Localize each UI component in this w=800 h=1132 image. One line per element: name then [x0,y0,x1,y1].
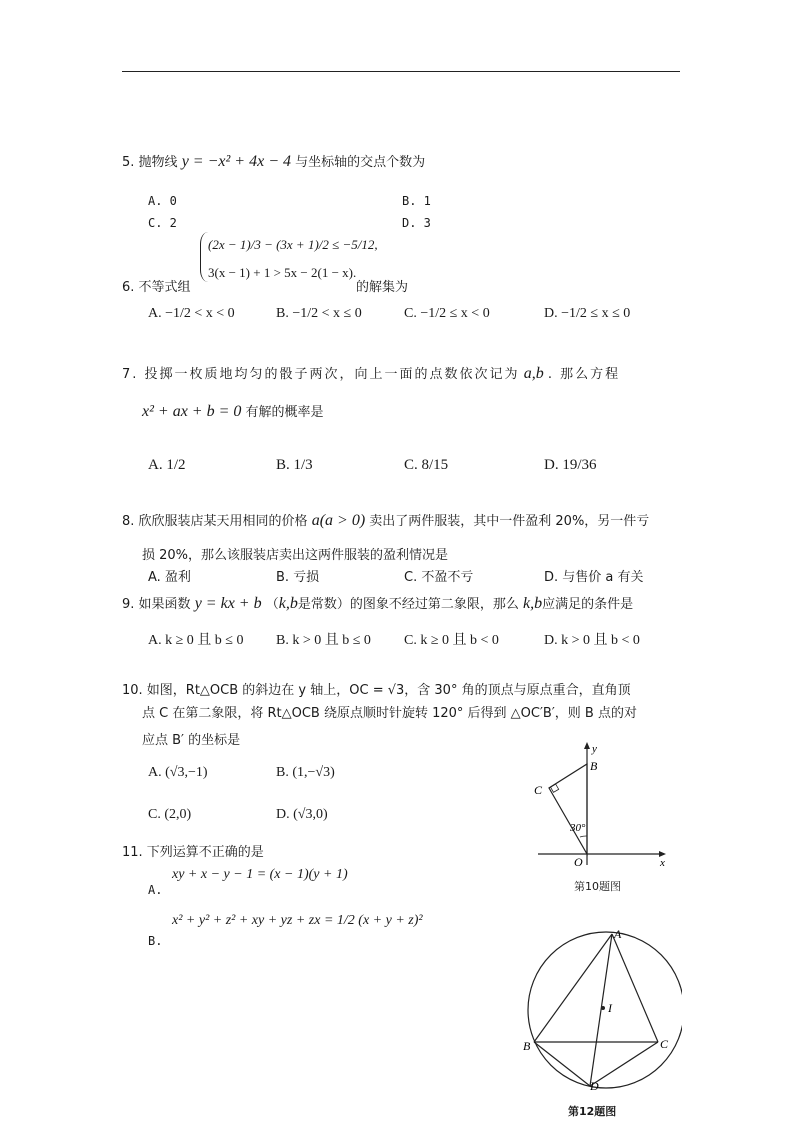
q10-figure-caption: 第10题图 [574,880,621,893]
label-b: B [590,759,598,773]
label-x: x [660,857,665,869]
q7-option-c: C. 8/15 [404,457,449,473]
label-a: A [614,927,622,941]
q7-line1-post: . 那么方程 [547,367,621,382]
q7-line2 [142,404,324,420]
q9-post: 应满足的条件是 [542,597,634,612]
q11-a-label: A. [148,883,163,897]
q9-option-b: B. k > 0 且 b ≤ 0 [276,633,371,648]
q12-figure [522,926,682,1092]
label-b2: B [523,1039,531,1053]
incenter-dot [601,1006,605,1010]
q5-post: 与坐标轴的交点个数为 [295,155,426,170]
q10-option-c: C. (2,0) [148,807,192,822]
label-d: D [590,1079,599,1092]
angle-arc [580,836,587,837]
circumcircle [528,932,682,1088]
q5-option-a: A. 0 [148,194,177,208]
q6-line2: 3(x − 1) + 1 > 5x − 2(1 − x). [208,265,357,280]
q9-vars: k,b [278,595,298,612]
q6-option-a: A. −1/2 < x < 0 [148,306,235,321]
q9-expr: y = kx + b [194,595,262,612]
q12-figure-caption: 第12题图 [568,1105,617,1118]
q10-line1: 10. 如图，Rt△OCB 的斜边在 y 轴上，OC = √3，含 30° 角的顶点与原点重合，直角顶 [122,683,631,698]
q5-pre: 抛物线 [138,155,178,170]
q9-option-d: D. k > 0 且 b < 0 [544,633,640,648]
q11-b-label: B. [148,934,163,948]
q9-mid2: 是常数）的图象不经过第二象限，那么 [297,597,519,612]
q6-option-b: B. −1/2 < x ≤ 0 [276,306,362,321]
q8-option-b: B. 亏损 [276,570,320,585]
q9-pre: 9. 如果函数 [122,597,191,612]
q5-stem [122,154,425,170]
q7-option-b: B. 1/3 [276,457,313,473]
q7-option-a: A. 1/2 [148,457,186,473]
q8-option-a: A. 盈利 [148,570,191,585]
q7-line2-post: 有解的概率是 [245,405,324,420]
q8-line1-expr: a(a > 0) [311,512,366,529]
label-c: C [534,783,543,797]
chord-bd [534,1042,590,1086]
label-angle: 30° [570,822,586,834]
label-o: O [574,855,583,869]
q6-option-c: C. −1/2 ≤ x < 0 [404,306,490,321]
q9-stem [122,596,633,612]
q5-option-c: C. 2 [148,216,177,230]
side-ab [534,934,612,1042]
q6-post: 的解集为 [356,280,409,295]
q9-mid1: （ [265,597,279,612]
chord-cd [590,1042,658,1086]
q10-figure [530,740,680,870]
q7-option-d: D. 19/36 [544,457,597,473]
q5-option-b: B. 1 [402,194,431,208]
q10-option-a: A. (√3,−1) [148,765,208,780]
q8-option-d: D. 与售价 a 有关 [544,570,644,585]
q10-line3: 应点 B′ 的坐标是 [142,733,241,748]
side-ac [612,934,658,1042]
label-c2: C [660,1037,669,1051]
q11-title: 11. 下列运算不正确的是 [122,845,264,860]
y-axis-arrow [584,742,590,749]
q6-line1: (2x − 1)/3 − (3x + 1)/2 ≤ −5/12, [208,237,378,252]
q6-option-d: D. −1/2 ≤ x ≤ 0 [544,306,631,321]
q5-option-d: D. 3 [402,216,431,230]
q8-line1-post: 卖出了两件服装，其中一件盈利 20%，另一件亏 [369,514,650,529]
label-i: I [608,1001,612,1015]
q5-expr: y = −x² + 4x − 4 [181,153,291,170]
right-angle-mark [551,784,559,792]
q9-vars2: k,b [523,595,543,612]
q6-num: 6. 不等式组 [122,280,191,295]
q8-option-c: C. 不盈不亏 [404,570,474,585]
q7-equation: x² + ax + b = 0 [142,403,242,420]
q9-option-c: C. k ≥ 0 且 b < 0 [404,633,499,648]
q5-num: 5. [122,155,135,170]
label-y: y [592,743,597,755]
q10-option-d: D. (√3,0) [276,807,328,822]
q7-line1-pre: 7. 投掷一枚质地均匀的骰子两次，向上一面的点数依次记为 [122,367,520,382]
triangle-ocb [549,764,587,854]
q7-line1-vars: a,b [523,365,544,382]
q8-line1 [122,513,649,529]
q11-a-expr: xy + x − y − 1 = (x − 1)(y + 1) [172,867,348,882]
q7-line1 [122,366,620,382]
q8-line1-pre: 8. 欣欣服装店某天用相同的价格 [122,514,308,529]
q10-option-b: B. (1,−√3) [276,765,335,780]
q9-option-a: A. k ≥ 0 且 b ≤ 0 [148,633,244,648]
q10-line2: 点 C 在第二象限，将 Rt△OCB 绕原点顺时针旋转 120° 后得到 △OC′B′，则 B 点的对 [142,706,637,721]
header-rule [122,71,680,72]
q11-b-expr: x² + y² + z² + xy + yz + zx = 1/2 (x + y + z)² [172,913,423,928]
q8-line2: 损 20%，那么该服装店卖出这两件服装的盈利情况是 [142,548,449,563]
